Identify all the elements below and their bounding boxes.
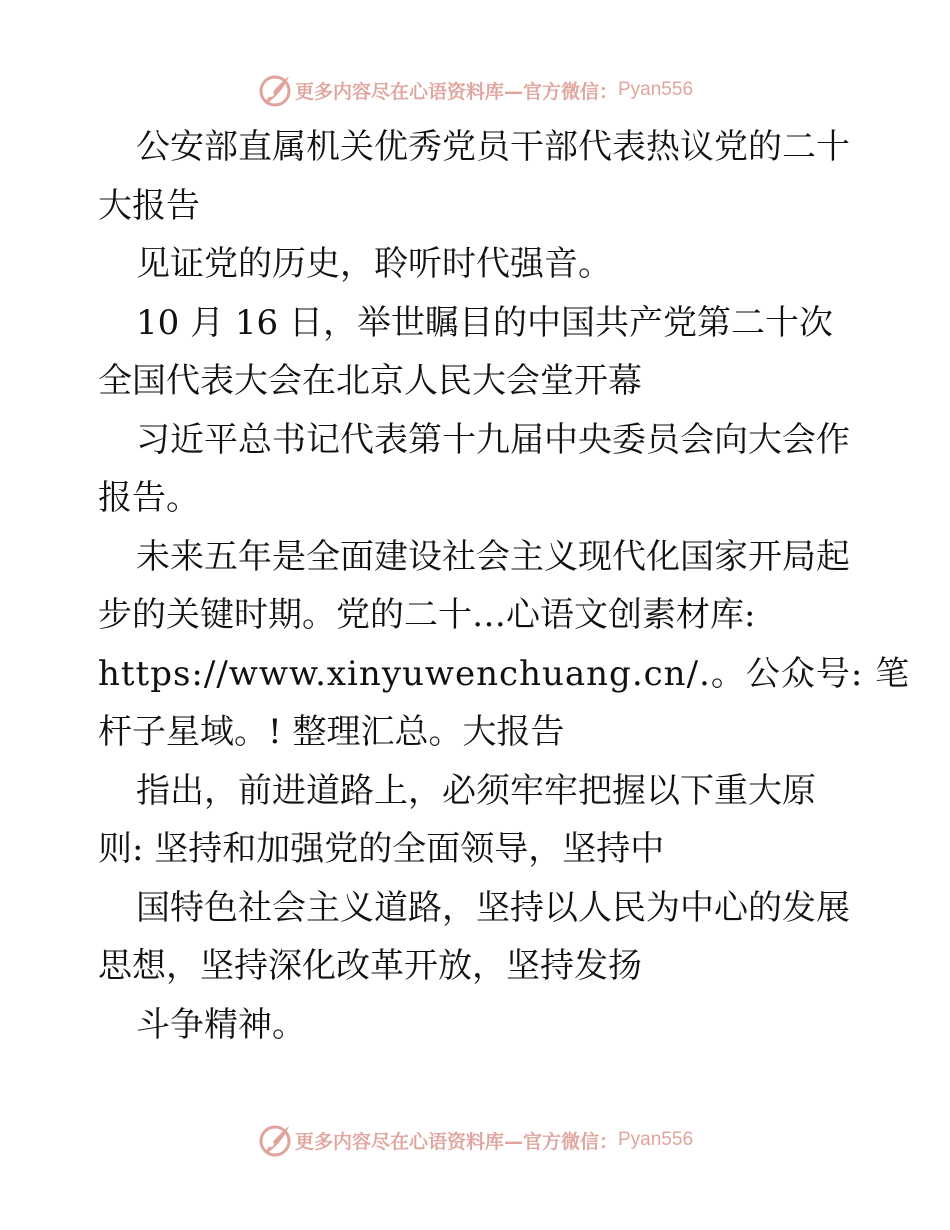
paragraph xyxy=(98,996,858,1055)
text-line: 大报告 xyxy=(98,185,200,226)
paragraph xyxy=(98,294,858,411)
text-line: 国特色社会主义道路，坚持以人民为中心的发展 xyxy=(136,887,850,928)
footer-watermark xyxy=(0,1120,950,1160)
paragraph-title xyxy=(98,118,858,235)
text-line: 见证党的历史，聆听时代强音。 xyxy=(136,244,612,284)
document-body xyxy=(98,118,911,1054)
text-line: 报告。 xyxy=(98,478,200,518)
paragraph xyxy=(98,528,911,762)
quill-logo-icon xyxy=(257,72,293,108)
text-line: 公安部直属机关优秀党员干部代表热议党的二十 xyxy=(136,127,850,167)
paragraph xyxy=(98,411,858,528)
text-line: 习近平总书记代表第十九届中央委员会向大会作 xyxy=(136,419,850,460)
text-line: 斗争精神。 xyxy=(136,1004,306,1045)
text-line: 未来五年是全面建设社会主义现代化国家开局起 xyxy=(136,536,850,577)
quill-logo-icon xyxy=(257,1122,293,1158)
watermark-handle: Pyan556 xyxy=(618,1129,694,1150)
text-line: 思想，坚持深化改革开放，坚持发扬 xyxy=(98,946,642,986)
watermark-text: 更多内容尽在心语资料库—官方微信： xyxy=(294,1130,618,1153)
paragraph xyxy=(98,235,858,294)
paragraph xyxy=(98,879,858,996)
paragraph xyxy=(98,762,858,879)
text-line: 则: 坚持和加强党的全面领导，坚持中 xyxy=(98,829,665,869)
watermark-text: 更多内容尽在心语资料库—官方微信： xyxy=(294,80,618,103)
text-line: 步的关键时期。党的二十…心语文创素材库: xyxy=(98,595,756,635)
watermark-handle: Pyan556 xyxy=(618,79,694,100)
text-line: https://www.xinyuwenchuang.cn/.。公众号: 笔 xyxy=(98,653,911,694)
text-line: 全国代表大会在北京人民大会堂开幕 xyxy=(98,361,642,401)
text-line: 指出，前进道路上，必须牢牢把握以下重大原 xyxy=(136,770,816,811)
text-line: 10 月 16 日，举世瞩目的中国共产党第二十次 xyxy=(136,302,833,343)
text-line: 杆子星域。! 整理汇总。大报告 xyxy=(98,712,565,752)
header-watermark xyxy=(0,70,950,110)
